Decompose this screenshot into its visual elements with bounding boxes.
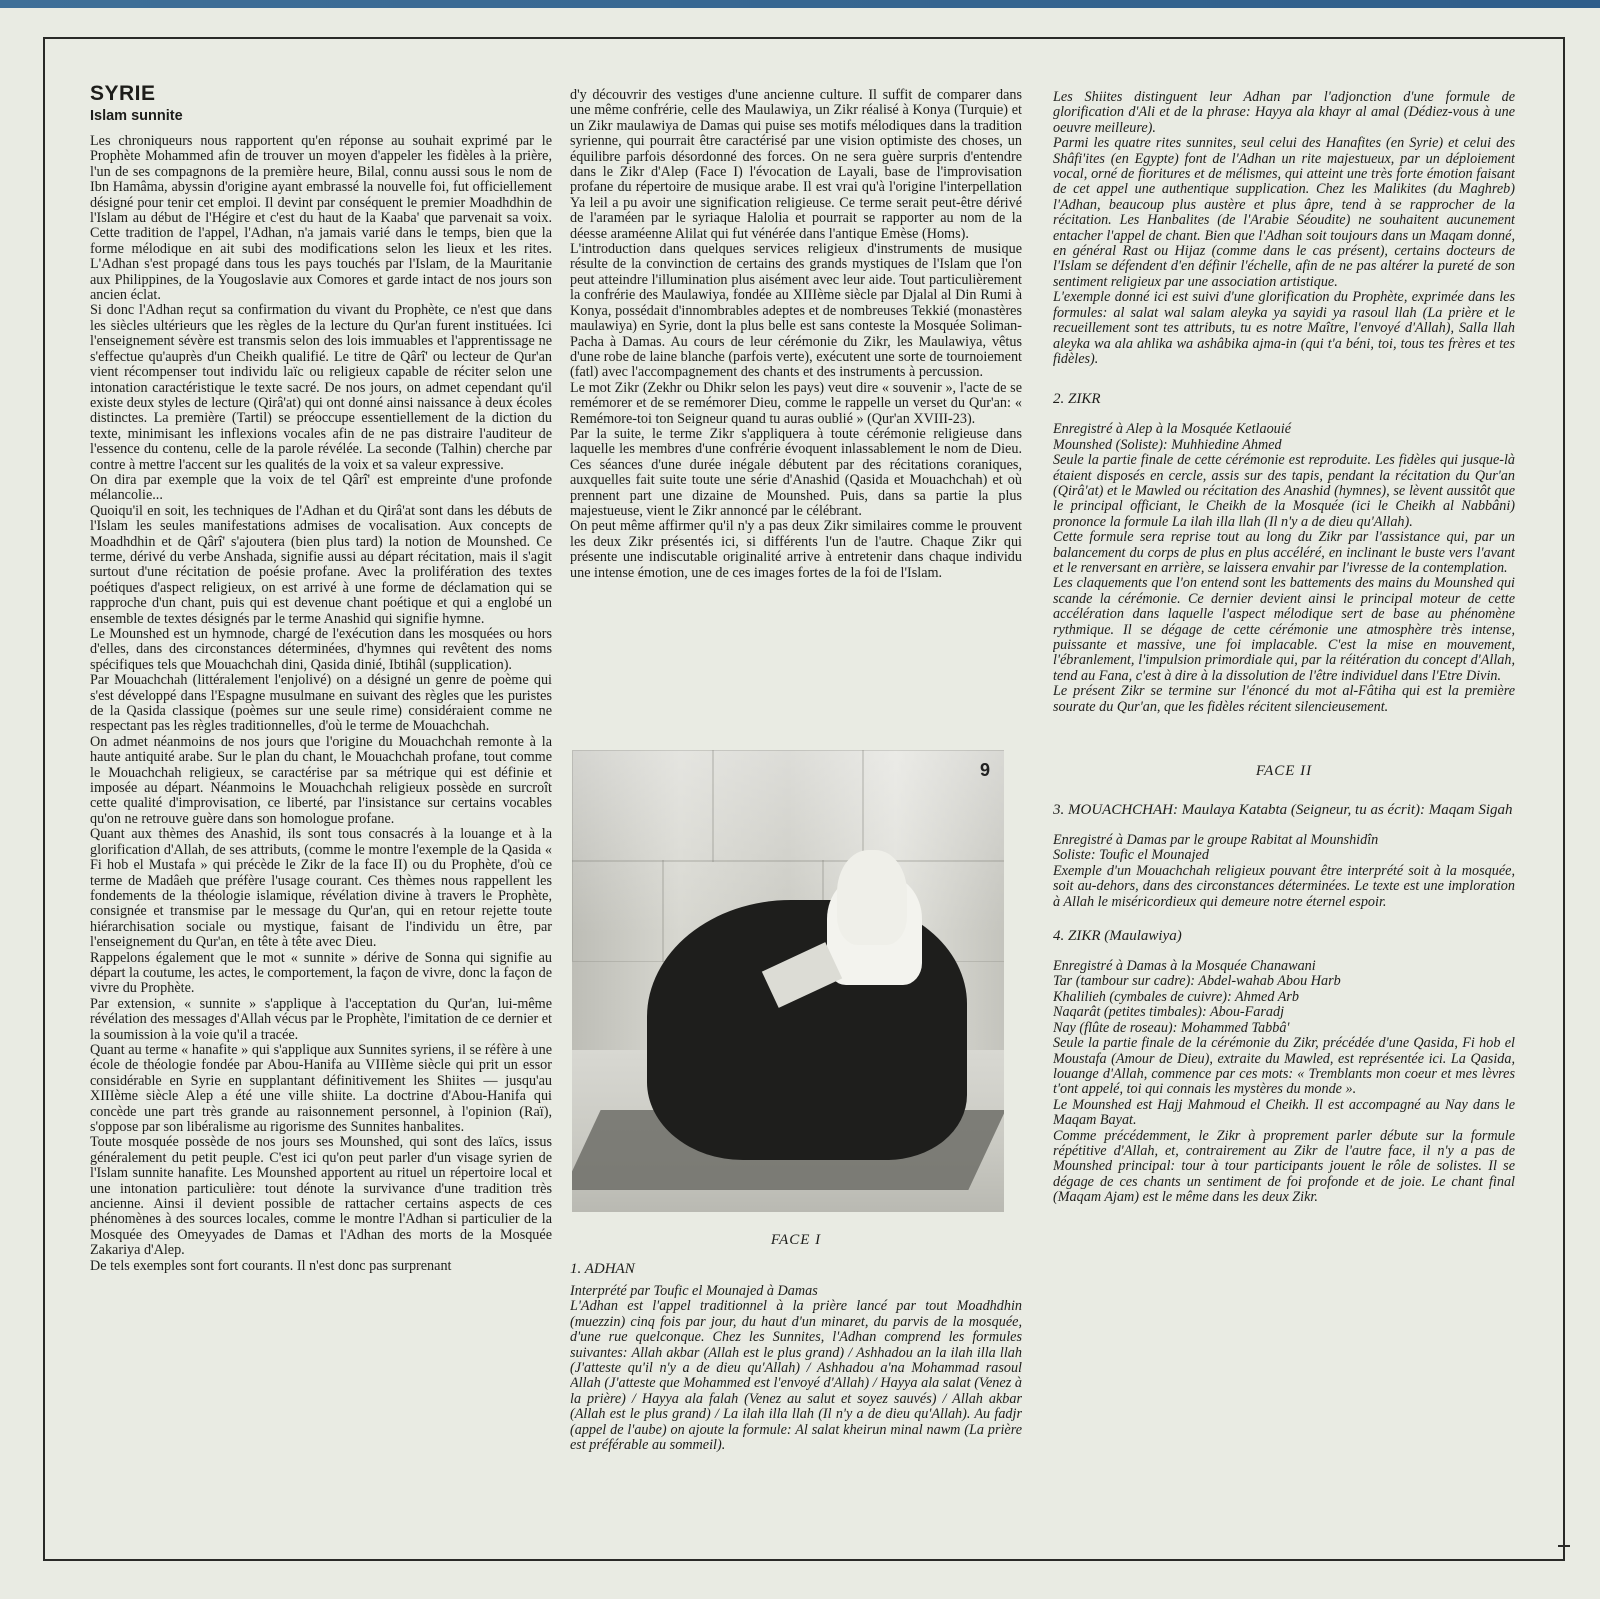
track-line: Le présent Zikr se termine sur l'énoncé du mot al-Fâtiha qui est la première sourate du Qur'an, que les fidèles récitent silencieusement. [1053, 683, 1515, 715]
track-line: Khalilieh (cymbales de cuivre): Ahmed Arb [1053, 988, 1299, 1005]
paragraph: d'y découvrir des vestiges d'une ancienne culture. Il suffit de comparer dans une même confrérie, celle des Maulawiya, un Zikr réalisé à Konya (Turquie) et un Zikr maulawiya de Damas qui puise ses motifs mélodiques dans la tradition syrienne, qui pourrait être caractérisé par une vision optimiste des choses, un équilibre parfois désordonné des forces. On ne sera guère surpris d'entendre dans le Zikr d'Alep (Face I) l'évocation de Layali, base de l'improvisation profane du répertoire de musique arabe. Il est vrai qu'à l'origine l'interpellation Ya leil a pu avoir une signification religieuse. Ce terme serait peut-être dérivé de l'araméen par le syriaque Halolia et pourrait se rapporter au nom de la déesse araméenne Alilat qui fut vénérée dans l'antique Emèse (Homs). [570, 88, 1022, 242]
paragraph: Les Shiites distinguent leur Adhan par l'adjonction d'une formule de glorification d'Ali et de la phrase: Hayya ala khayr al amal (Dédiez-vous à une oeuvre meilleure). [1053, 90, 1515, 136]
paragraph: L'introduction dans quelques services religieux d'instruments de musique résulte de la convinction de certains des grands mystiques de l'Islam que l'on peut atteindre l'illumination plus aisément avec leur aide. Tout particulièrement la confrérie des Maulawiya, fondée au XIIIème siècle par Djalal al Din Rumi à Konya, possédait d'innombrables adeptes et de nombreuses Tekkié (monastères maulawiya) en Syrie, dont la plus belle est sans conteste la Mosquée Soliman-Pacha à Damas. Au cours de leur cérémonie du Zikr, les Maulawiya, vêtus d'une robe de laine blanche (parfois verte), exécutent une sorte de tournoiement (fatl) avec l'accompagnement des chants et des instruments à percussion. [570, 241, 1022, 381]
paragraph: Quant aux thèmes des Anashid, ils sont tous consacrés à la louange et à la glorification d'Allah, de ses attributs, (comme le montre l'exemple de la Qasida « Fi hob el Mustafa » qui précède le Zikr de la face II) ou du Prophète, d'où ce terme de Madâeh que préfère l'usage courant. Ces thèmes nous rappellent les fondements de la théologie islamique, révélation divine à travers le Prophète, consignée et transmise par le message du Qur'an, qui en retour rejette toute hiérarchisation sociale ou mystique, faisant de l'individu un être, par l'enseignement du Qur'an, en tête à tête avec Dieu. [90, 826, 552, 951]
adhan-notes-continued [1053, 90, 1515, 367]
track-line: Naqarât (petites timbales): Abou-Faradj [1053, 1004, 1285, 1021]
top-color-band [0, 0, 1600, 8]
track-line: L'Adhan est l'appel traditionnel à la prière lancé par tout Moadhdhin (muezzin) cinq fois par jour, du haut d'un minaret, du parvis de la mosquée, d'une rue quelconque. Chez les Sunnites, l'Adhan comprend les formules suivantes: Allah akbar (Allah est le plus grand) / Ashhadou an la ilah illa llah (J'atteste qu'il n'y a de dieu qu'Allah) / Ashhadou a'na Mohammad rasoul Allah (J'atteste que Mohammed est l'envoyé d'Allah) / Hayya ala salat (Venez à la prière) / Hayya ala falah (Venez au salut et soyez sauvés) / Allah akbar (Allah est le plus grand) / La ilah illa llah (Il n'y a de dieu qu'Allah). Au fadjr (appel de l'aube) on ajoute la formule: Al salat kheirun minal nawm (La prière est préférable au sommeil). [570, 1298, 1022, 1454]
corner-mark [1558, 1545, 1570, 1547]
track-line: Le Mounshed est Hajj Mahmoud el Cheikh. Il est accompagné au Nay dans le Maqam Bayat. [1053, 1096, 1515, 1129]
paragraph: Le mot Zikr (Zekhr ou Dhikr selon les pays) veut dire « souvenir », l'acte de se remémorer et de se remémorer Dieu, comme le rappelle un verset du Qur'an: « Remémore-toi ton Seigneur quand tu auras oublié » (Qur'an XVIII-23). [570, 379, 1022, 427]
track-3-heading: 3. MOUACHCHAH: Maulaya Katabta (Seigneur, tu as écrit): Maqam Sigah [1053, 802, 1513, 819]
track-line: Seule la partie finale de cette cérémonie est reproduite. Les fidèles qui jusque-là étaient disposés en cercle, assis sur des tapis, pendant la récitation du Qur'an (Qirâ'at) et le Mawled ou récitation des Anashid (hymnes), se lèvent aussitôt que le principal officiant, le Cheikh de la Mosquée (ici le Cheikh al Nabbâni) prononce la formule La ilah illa llah (Il n'y a de dieu qu'Allah). [1053, 452, 1515, 530]
paragraph: L'exemple donné ici est suivi d'une glorification du Prophète, exprimée dans les formules: al salat wal salam aleyka ya sayidi ya rasoul llah (La prière et le recueillement sont tes attributs, tu es notre Maître, l'envoyé d'Allah), Salla llah aleyka wa ala ahlika wa ashâbika ajma-in (qui t'a béni, toi, tous tes frères et tes fidèles). [1053, 289, 1515, 367]
face-one-label: FACE I [770, 1232, 822, 1248]
track-line: Cette formule sera reprise tout au long du Zikr par l'assistance qui, par un balancement du corps de plus en plus accéléré, en inclinant le buste vers l'avant et le renversant en arrière, se laissera envahir par l'ivresse de la contemplation. [1053, 529, 1515, 576]
paragraph: Toute mosquée possède de nos jours ses Mounshed, qui sont des laïcs, issus généralement du petit peuple. C'est ici qu'on peut parler d'un visage syrien de l'Islam sunnite hanafite. Les Mounshed apportent au rituel un répertoire local et une intonation particulière: tout dénote la survivance d'une tradition très ancienne. Ainsi il devient possible de rattacher certains aspects de ces phénomènes à des sources locales, comme le montre l'Adhan si particulier de la Mosquée des Omeyyades de Damas et l'Adhan des morts de la Mosquée Zakariya d'Alep. [90, 1134, 552, 1259]
track-line: Soliste: Toufic el Mounajed [1053, 847, 1209, 864]
track-line: Les claquements que l'on entend sont les battements des mains du Mounshed qui scande la cérémonie. Ce dernier devient ainsi le principal moteur de cette accélération dans laquelle l'aspect mélodique sert de base au phénomène rythmique. Il se dégage de cette cérémonie une atmosphère très intense, puissante et massive, une foi implacable. C'est la mise en mouvement, l'ébranlement, l'impulsion primordiale qui, par la réitération du concept d'Allah, tend au Fana, c'est à dire à la dissolution de l'être individuel dans l'Etre Divin. [1053, 575, 1515, 684]
track-3-notes [1053, 833, 1515, 910]
paragraph: On dira par exemple que la voix de tel Qârî' est empreinte d'une profonde mélancolie... [90, 471, 552, 504]
page-title: SYRIE [90, 82, 156, 105]
track-line: Tar (tambour sur cadre): Abdel-wahab Abou Harb [1053, 973, 1341, 990]
face-two-label: FACE II [1255, 763, 1313, 780]
paragraph: De tels exemples sont fort courants. Il n'est donc pas surprenant [90, 1257, 452, 1274]
track-4-heading: 4. ZIKR (Maulawiya) [1053, 928, 1182, 945]
track-line: Exemple d'un Mouachchah religieux pouvant être interprété soit à la mosquée, soit au-dehors, dans des circonstances déterminées. Le texte est une imploration à Allah le miséricordieux qui demeure notre éternel espoir. [1053, 862, 1515, 910]
column-left [90, 80, 552, 1520]
paragraph: Rappelons également que le mot « sunnite » dérive de Sonna qui signifie au départ la coutume, les actes, le comportement, la façon de vivre, donc la façon de vivre du Prophète. [90, 949, 552, 997]
track-line: Seule la partie finale de la cérémonie du Zikr, précédée d'une Qasida, Fi hob el Moustafa (Amour de Dieu), extraite du Mawled, est représentée ici. La Qasida, louange d'Allah, commence par ces mots: « Tremblants mon coeur et mes lèvres t'ont appelé, toi qui connais les mystères du monde ». [1053, 1035, 1515, 1098]
paragraph: Les chroniqueurs nous rapportent qu'en réponse au souhait exprimé par le Prophète Mohammed afin de trouver un moyen d'appeler les fidèles à la prière, l'un de ses compagnons de la première heure, Bilal, connu aussi sous le nom de Ibn Hamâma, abyssin d'origine ayant embrassé la nouvelle foi, fut officiellement désigné pour tenir cet emploi. Il devint par conséquent le premier Moadhdhin de l'Islam au début de l'Hégire et c'est du haut de la Kaaba' que parvenait sa voix. Cette tradition de l'appel, l'Adhan, n'a jamais varié dans le temps, bien que la forme mélodique en ait subi des modifications selon les lieux et les rites. L'Adhan s'est propagé dans tous les pays touchés par l'Islam, de la Mauritanie aux Philippines, de la Yougoslavie aux Comores et garde intact de nos jours son ancien éclat. [90, 133, 552, 304]
track-line: Comme précédemment, le Zikr à proprement parler débute sur la formule répétitive d'Allah, et, contrairement au Zikr de l'autre face, il n'y a pas de Mounshed principal: tour à tour participants jouent le rôle de solistes. Il se dégage de ces chants un sentiment de foi profonde et de joie. Le chant final (Maqam Ajam) est le même dans les deux Zikr. [1053, 1127, 1515, 1206]
track-line: Enregistré à Alep à la Mosquée Ketlaouié [1053, 421, 1291, 438]
paragraph: Par la suite, le terme Zikr s'appliquera à toute cérémonie religieuse dans laquelle les membres d'une confrérie évoquent inlassablement le nom de Dieu. Ces séances d'une durée inégale débutent par des récitations coraniques, auxquelles fait suite toute une série d'Anashid (Qasida et Mouachchah) et où prennent part une dizaine de Mounshed. Puis, dans sa partie la plus majestueuse, vient le Zikr annoncé par le célébrant. [570, 425, 1022, 519]
paragraph: On peut même affirmer qu'il n'y a pas deux Zikr similaires comme le prouvent les deux Zikr présentés ici, si différents l'un de l'autre. Chaque Zikr qui présente une indiscutable originalité arrive à entretenir dans chaque individu une intense émotion, une de ces images fortes de la foi de l'Islam. [570, 518, 1022, 581]
track-line: Enregistré à Damas à la Mosquée Chanawani [1053, 958, 1316, 975]
paragraph: On admet néanmoins de nos jours que l'origine du Mouachchah remonte à la haute antiquité arabe. Sur le plan du chant, le Mouachchah profane, tout comme le Mouachchah religieux, se caractérise par sa métrique qui est définie et imposée au départ. Néanmoins le Mouachchah religieux possède en surcroît cette qualité d'improvisation, ce liberté, par l'insistance sur certains vocables qu'on ne retrouve guère dans son homologue profane. [90, 733, 552, 827]
track-line: Enregistré à Damas par le groupe Rabitat al Mounshidîn [1053, 832, 1379, 849]
paragraph: Le Mounshed est un hymnode, chargé de l'exécution dans les mosquées ou hors d'elles, dans des circonstances déterminées, d'hymnes qui revêtent des noms spécifiques tels que Mouachchah dini, Qasida dinié, Ibtihâl (supplication). [90, 626, 552, 673]
track-line: Interprété par Toufic el Mounajed à Damas [570, 1283, 818, 1299]
track-2-notes [1053, 422, 1515, 715]
track-4-notes [1053, 959, 1515, 1206]
track-line: Nay (flûte de roseau): Mohammed Tabbâ' [1053, 1019, 1290, 1036]
paragraph: Par Mouachchah (littéralement l'enjolivé) on a désigné un genre de poème qui s'est développé dans l'Espagne musulmane en suivant des règles que les puristes de la Qasida classique (poèmes sur une seule rime) considéraient comme ne respectant pas les règles traditionnelles, d'où le terme de Mouachchah. [90, 672, 552, 735]
photo-man-reading [572, 750, 1004, 1212]
page-subtitle: Islam sunnite [90, 108, 183, 124]
article-body-middle [570, 88, 1022, 581]
paragraph: Si donc l'Adhan reçut sa confirmation du vivant du Prophète, ce n'est que dans les siècles ultérieurs que les règles de la lecture du Qur'an furent instituées. Ici l'enseignement sévère est transmis selon des lois immuables et l'apprentissage ne s'effectue qu'auprès d'un Cheikh qualifié. Le titre de Qârî' ou lecteur de Qur'an vient récompenser tout individu laïc ou religieux capable de réciter selon une intonation caractéristique le texte sacré. De nos jours, on admet cependant qu'il existe deux styles de lecture (Qirâ'at) qui ont donné ainsi naissance à deux écoles distinctes. La première (Tartil) se préoccupe essentiellement de la diction du texte, minimisant les inflexions vocales afin de ne pas distraire l'auditeur de l'essence du contenu, celle de la parole révélée. La seconde (Talhin) cherche par contre à mettre l'accent sur les qualités de la voix et sa valeur expressive. [90, 302, 552, 473]
track-2-heading: 2. ZIKR [1053, 391, 1101, 408]
paragraph: Quant au terme « hanafite » qui s'applique aux Sunnites syriens, il se réfère à une école de théologie fondée par Abou-Hanifa au VIIIème siècle qui prit un essor considérable en Syrie en supplantant définitivement les Shiites — jusqu'au XIIIème siècle Alep a été une ville shiite. La doctrine d'Abou-Hanifa qui concède une part très grande au raisonnement personnel, à l'opinion (Raï), s'oppose par son libéralisme au rigorisme des Sunnites hanbalites. [90, 1041, 552, 1135]
paragraph: Parmi les quatre rites sunnites, seul celui des Hanafites (en Syrie) et celui des Shâfi'ites (en Egypte) font de l'Adhan un rite majestueux, par un déploiement vocal, orné de fioritures et de mélismes, qui atteint une très forte émotion faisant de cet appel une authentique supplication. Chez les Malikites (du Maghreb) l'Adhan, beaucoup plus austère et plus âpre, tend à se rapprocher de la récitation. Les Hanbalites (de l'Arabie Séoudite) ne souhaitent aucunement entacher l'appel de chant. Bien que l'Adhan soit toujours dans un Maqam donné, en général Rast ou Hijaz (comme dans le cas présent), certains docteurs de l'Islam se défendent d'en définir l'échelle, afin de ne pas altérer la pureté de son sentiment religieux par une association artistique. [1053, 135, 1515, 290]
column-right [1053, 90, 1515, 1530]
paragraph: Quoiqu'il en soit, les techniques de l'Adhan et du Qirâ'at sont dans les débuts de l'Islam les seules manifestations admises de vocalisation. Aux concepts de Moadhdhin et de Qârî' s'ajoutera (bien plus tard) la notion de Mounshed. Ce terme, dérivé du verbe Anshada, signifie aussi au départ récitation, mais il s'agit surtout d'une récitation de poésie profane. Avec la prolifération des textes poétiques d'aspect religieux, on est arrivé à une forme de déclamation qui se rapproche d'un chant, puis qui est devenue chant poétique et qui a englobé un ensemble de textes désignés par le terme Anashid qui signifie hymne. [90, 502, 552, 627]
column-middle [570, 88, 1022, 728]
photo-page-number: 9 [979, 760, 990, 780]
track-line: Mounshed (Soliste): Muhhiedine Ahmed [1053, 436, 1282, 453]
article-body-left [90, 134, 552, 1274]
paragraph: Par extension, « sunnite » s'applique à l'acceptation du Qur'an, lui-même révélation des messages d'Allah vécus par le Prophète, l'imitation de ce dernier et la soumission à la voie qu'il a tracée. [90, 995, 552, 1043]
track-1-notes [570, 1284, 1022, 1453]
track-1-heading: 1. ADHAN [570, 1261, 635, 1277]
face1-section [570, 1232, 1022, 1522]
